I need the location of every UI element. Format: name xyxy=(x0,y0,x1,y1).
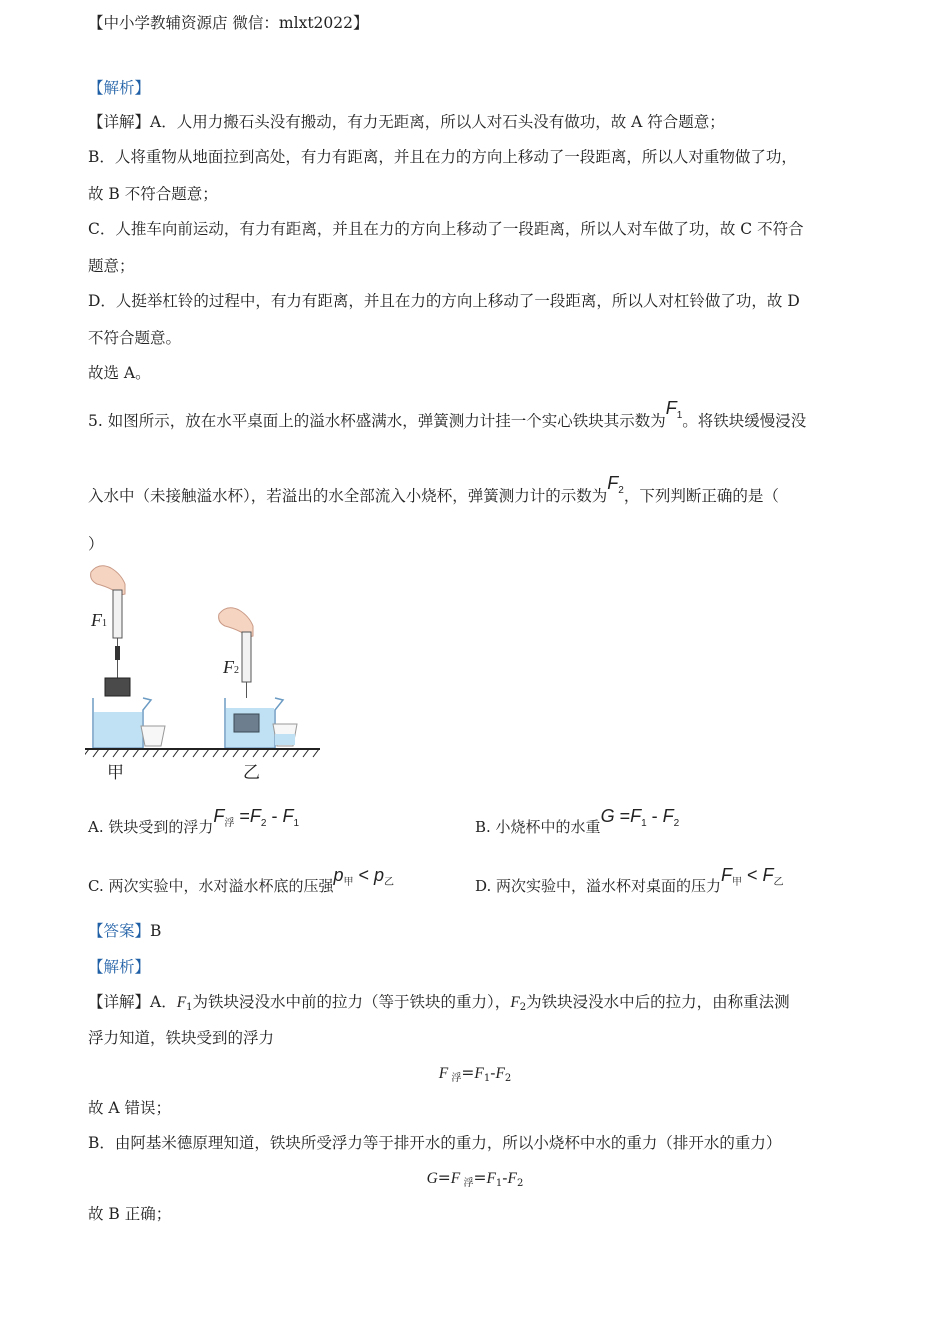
q4-conclusion: 故选 A。 xyxy=(88,364,151,382)
fig-label-jia: 甲 xyxy=(107,763,124,783)
page-header: 【中小学教辅资源店 微信：mlxt2022】 xyxy=(88,14,369,32)
q5-answer: 【答案】B xyxy=(88,922,162,940)
option-a[interactable]: A. 铁块受到的浮力$F_浮 =F_2 - F_1$ xyxy=(88,806,300,836)
q5-stem-line1 xyxy=(88,398,807,438)
option-b[interactable]: B. 小烧杯中的水重$G =F_1 - F_2$ xyxy=(475,806,680,836)
q5-stem-line3: ） xyxy=(88,535,104,553)
fig-f2-label: F2 xyxy=(223,657,239,677)
equation-weight: G=F $_浮=F_1-F_2$ xyxy=(426,1169,524,1189)
q5-stem-text: 。将铁块缓慢浸没 xyxy=(682,412,807,430)
fig-f1-label: F1 xyxy=(91,610,107,630)
q4-detail-line: 【详解】A．人用力搬石头没有搬动，有力无距离，所以人对石头没有做功，故 A 符合题意； xyxy=(88,113,725,131)
spring-scale-right xyxy=(242,632,251,682)
iron-block-right xyxy=(234,714,259,732)
scale-hook-left xyxy=(115,646,120,660)
q5-stem-text: 入水中（未接触溢水杯），若溢出的水全部流入小烧杯，弹簧测力计的示数为 xyxy=(88,487,608,505)
q5-detail-line: B．由阿基米德原理知道，铁块所受浮力等于排开水的重力，所以小烧杯中水的重力（排开水的重力） xyxy=(88,1134,782,1152)
option-c[interactable]: C. 两次实验中，水对溢水杯底的压强$p_甲 < p_乙$ xyxy=(88,865,395,895)
q5-stem-line2 xyxy=(88,473,779,513)
option-d-formula: $F_甲 < F_乙$ xyxy=(721,865,784,888)
f1-symbol: $F_1$ xyxy=(665,398,683,421)
q4-analysis-tag: 【解析】 xyxy=(88,79,151,97)
fig-label-yi: 乙 xyxy=(243,763,260,783)
q4-detail-line: C．人推车向前运动，有力有距离，并且在力的方向上移动了一段距离，所以人对车做了功，故 C 不符合 xyxy=(88,220,804,238)
iron-block-left xyxy=(105,678,130,696)
q5-stem-text: 5. 如图所示，放在水平桌面上的溢水杯盛满水，弹簧测力计挂一个实心铁块其示数为 xyxy=(88,412,666,430)
f2-symbol: $F_2$ xyxy=(607,473,624,496)
option-a-formula: $F_浮 =F_2 - F_1$ xyxy=(213,806,300,829)
spring-scale-left xyxy=(113,590,122,638)
q4-detail-line: B．人将重物从地面拉到高处，有力有距离，并且在力的方向上移动了一段距离，所以人对重物做了功， xyxy=(88,148,797,166)
q4-detail-line: 不符合题意。 xyxy=(88,329,182,347)
experiment-figure xyxy=(85,560,325,785)
q5-detail-line: 故 B 正确； xyxy=(88,1205,172,1223)
option-c-formula: $p_甲 < p_乙$ xyxy=(333,865,395,888)
q5-detail-line: 浮力知道，铁块受到的浮力 xyxy=(88,1029,275,1047)
q4-detail-line: 故 B 不符合题意； xyxy=(88,185,218,203)
small-beaker-left xyxy=(141,726,165,746)
q4-detail-line: D．人挺举杠铃的过程中，有力有距离，并且在力的方向上移动了一段距离，所以人对杠铃做了功，故 D xyxy=(88,292,800,310)
q5-detail-line: 【详解】A．$F_1$为铁块浸没水中前的拉力（等于铁块的重力），$F_2$为铁块浸没水中后的拉力，由称重法测 xyxy=(88,993,790,1013)
q5-analysis-tag: 【解析】 xyxy=(88,958,151,976)
option-b-formula: $G =F_1 - F_2$ xyxy=(600,806,680,829)
q5-detail-line: 故 A 错误； xyxy=(88,1099,172,1117)
water-left xyxy=(94,712,142,747)
q5-stem-text: ，下列判断正确的是（ xyxy=(623,487,779,505)
equation-buoyancy: F $_浮=F_1-F_2$ xyxy=(438,1064,512,1084)
table-hatching xyxy=(85,749,319,757)
q4-detail-line: 题意； xyxy=(88,257,135,275)
option-d[interactable]: D. 两次实验中，溢水杯对桌面的压力$F_甲 < F_乙$ xyxy=(475,865,784,895)
